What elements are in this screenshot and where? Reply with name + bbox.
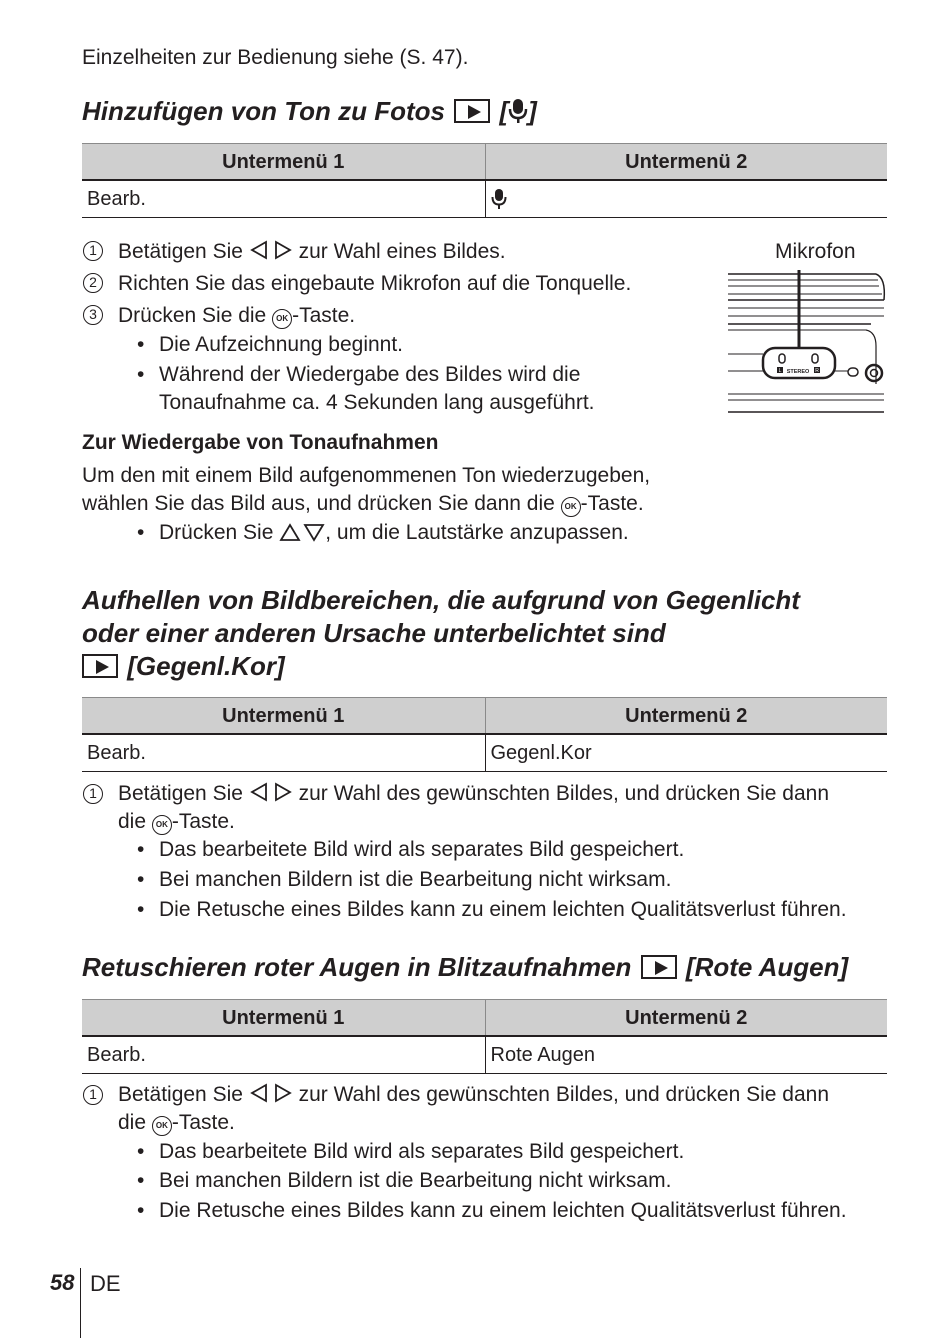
- left-right-arrows-icon: [249, 1083, 293, 1103]
- bullet-text: , um die Lautstärke anzupassen.: [325, 521, 629, 544]
- paragraph-line: [82, 491, 644, 517]
- section-title-redeye: [82, 951, 848, 984]
- step-3-text: [118, 303, 355, 329]
- submenu-table-backlight: [82, 697, 887, 772]
- step-number: 1: [83, 784, 103, 804]
- section-title-text: [Rote Augen]: [685, 952, 849, 982]
- table-row: [82, 735, 887, 772]
- table-header: [82, 697, 887, 735]
- right-channel-mark: R: [815, 368, 819, 374]
- bullet-item: • Das bearbeitete Bild wird als separates Bild gespeichert.: [159, 1139, 684, 1164]
- header-submenu-2: Untermenü 2: [485, 698, 888, 733]
- step-text: die: [118, 810, 147, 833]
- step-text: Betätigen Sie: [118, 782, 243, 805]
- section-title-text: Retuschieren roter Augen in Blitzaufnahmen: [82, 952, 632, 982]
- stereo-mark: STEREO: [786, 369, 810, 375]
- section-title-backlight-line1: Aufhellen von Bildbereichen, die aufgrund von Gegenlicht: [82, 585, 800, 615]
- bullet-text: Drücken Sie: [159, 521, 274, 544]
- bullet-item: • Die Aufzeichnung beginnt.: [159, 332, 403, 357]
- step-1-continuation: [118, 1110, 235, 1136]
- figure-label: Mikrofon: [775, 240, 856, 263]
- playback-icon: [82, 654, 118, 678]
- step-text: Betätigen Sie: [118, 1083, 243, 1106]
- section-title-sound: [82, 95, 537, 128]
- bullet-item: • Das bearbeitete Bild wird als separates Bild gespeichert.: [159, 837, 684, 862]
- table-header: [82, 143, 887, 181]
- step-1-text: [118, 781, 829, 806]
- cell-submenu-1: Bearb.: [87, 188, 146, 210]
- paragraph-text: -Taste.: [580, 492, 644, 515]
- step-text: zur Wahl eines Bildes.: [298, 240, 506, 263]
- section-title-backlight-line3: [82, 650, 285, 683]
- submenu-table-redeye: [82, 999, 887, 1074]
- microphone-icon: [508, 98, 528, 124]
- ok-button-icon: OK: [561, 497, 581, 517]
- step-number: 1: [83, 241, 103, 261]
- step-number: 1: [83, 1085, 103, 1105]
- header-submenu-2: Untermenü 2: [485, 144, 888, 179]
- ok-button-icon: OK: [272, 309, 292, 329]
- header-submenu-2: Untermenü 2: [485, 1000, 888, 1035]
- bullet-item: • Die Retusche eines Bildes kann zu einem leichten Qualitätsverlust führen.: [159, 897, 847, 922]
- microphone-icon: [491, 188, 507, 210]
- language-code: DE: [90, 1271, 121, 1296]
- step-number: 3: [83, 305, 103, 325]
- bullet-item: • Während der Wiedergabe des Bildes wird die: [159, 362, 580, 387]
- step-1-continuation: [118, 809, 235, 835]
- step-text: Drücken Sie die: [118, 304, 267, 327]
- cell-submenu-2: [485, 181, 888, 217]
- bullet-item: • Bei manchen Bildern ist die Bearbeitung nicht wirksam.: [159, 1168, 671, 1193]
- cell-submenu-2: Gegenl.Kor: [485, 735, 888, 771]
- cell-submenu-2: Rote Augen: [485, 1037, 888, 1073]
- playback-icon: [454, 99, 490, 123]
- submenu-table-sound: [82, 143, 887, 218]
- ok-button-icon: OK: [152, 1116, 172, 1136]
- left-right-arrows-icon: [249, 782, 293, 802]
- camera-microphone-figure: [726, 266, 888, 416]
- step-text: zur Wahl des gewünschten Bildes, und drücken Sie dann: [298, 1083, 829, 1106]
- left-right-arrows-icon: [249, 240, 293, 260]
- playback-icon: [641, 955, 677, 979]
- section-title-sound-text: Hinzufügen von Ton zu Fotos: [82, 96, 445, 126]
- step-2-text: Richten Sie das eingebaute Mikrofon auf die Tonquelle.: [118, 272, 632, 295]
- up-down-arrows-icon: [279, 522, 325, 542]
- subheading-playback: Zur Wiedergabe von Tonaufnahmen: [82, 431, 439, 454]
- cell-submenu-1: Bearb.: [87, 1044, 146, 1066]
- header-submenu-1: Untermenü 1: [222, 151, 345, 173]
- header-submenu-1: Untermenü 1: [222, 1007, 345, 1029]
- step-text: -Taste.: [171, 1111, 235, 1134]
- step-1-text: [118, 1082, 829, 1107]
- bullet-item: • Bei manchen Bildern ist die Bearbeitung nicht wirksam.: [159, 867, 671, 892]
- bullet-continuation: Tonaufnahme ca. 4 Sekunden lang ausgeführt.: [159, 391, 595, 414]
- cell-submenu-1: Bearb.: [87, 742, 146, 764]
- table-header: [82, 999, 887, 1037]
- step-text: Betätigen Sie: [118, 240, 243, 263]
- header-submenu-1: Untermenü 1: [222, 705, 345, 727]
- section-title-backlight-line2: oder einer anderen Ursache unterbelichtet sind: [82, 618, 666, 648]
- page-number: 58: [50, 1270, 75, 1295]
- bullet-item: [159, 520, 629, 545]
- step-1-text: [118, 239, 506, 264]
- step-text: zur Wahl des gewünschten Bildes, und drücken Sie dann: [298, 782, 829, 805]
- footer-divider: [80, 1268, 81, 1338]
- section-title-text: [Gegenl.Kor]: [127, 651, 285, 681]
- left-channel-mark: L: [778, 368, 782, 374]
- bullet-item: • Die Retusche eines Bildes kann zu einem leichten Qualitätsverlust führen.: [159, 1198, 847, 1223]
- step-number: 2: [83, 273, 103, 293]
- table-row: [82, 1037, 887, 1074]
- bracket-open: [: [499, 96, 509, 126]
- intro-text: Einzelheiten zur Bedienung siehe (S. 47).: [82, 46, 469, 69]
- paragraph-text: wählen Sie das Bild aus, und drücken Sie dann die: [82, 492, 555, 515]
- step-text: die: [118, 1111, 147, 1134]
- bracket-close: ]: [528, 96, 537, 126]
- ok-button-icon: OK: [152, 815, 172, 835]
- paragraph-line: Um den mit einem Bild aufgenommenen Ton wiederzugeben,: [82, 464, 651, 487]
- table-row: [82, 181, 887, 218]
- step-text: -Taste.: [292, 304, 356, 327]
- step-text: -Taste.: [171, 810, 235, 833]
